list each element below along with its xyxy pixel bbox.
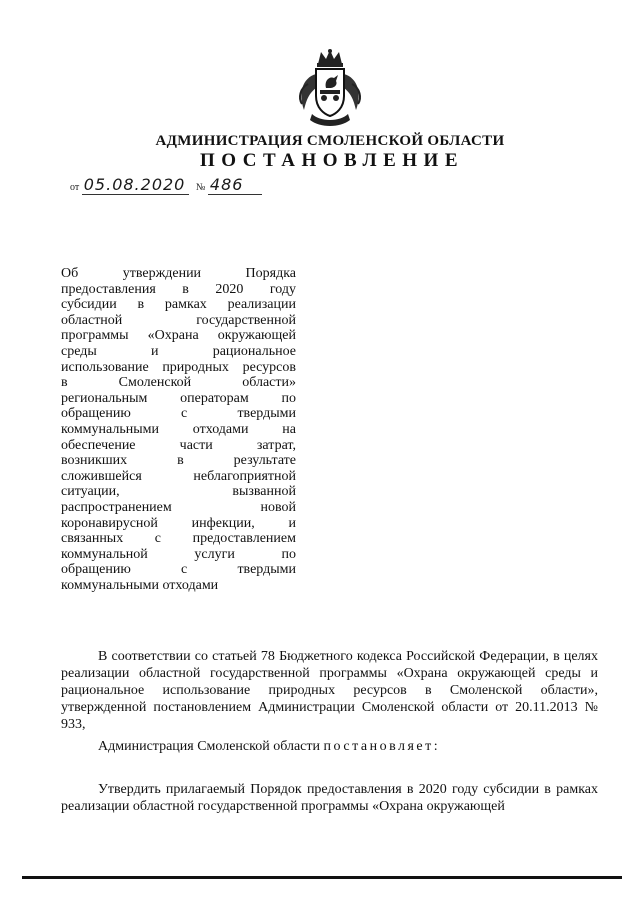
title-line: в Смоленской области» — [61, 375, 296, 391]
document-date: 05.08.2020 — [82, 176, 190, 195]
title-line: обращению с твердыми — [61, 406, 296, 422]
title-line: Об утверждении Порядка — [61, 266, 296, 281]
approve-paragraph: Утвердить прилагаемый Порядок предоставления в 2020 году субсидии в рамках реализации областной государственной программы «Охрана окружающей — [61, 782, 598, 814]
title-line: субсидии в рамках реализации — [61, 297, 296, 313]
document-number: 486 — [208, 176, 262, 195]
title-line: коммунальными отходами — [61, 577, 219, 593]
title-line: областной государственной — [61, 312, 296, 328]
title-line: программы «Охрана окружающей — [61, 328, 296, 344]
smolensk-coat-of-arms-icon — [294, 48, 366, 130]
title-line: распространением новой — [61, 499, 296, 515]
date-from-label: от — [70, 182, 80, 193]
title-line: коммунальными отходами на — [61, 421, 296, 437]
title-line: возникших в результате — [61, 453, 296, 469]
title-line: предоставления в 2020 году — [61, 281, 296, 297]
title-line: обеспечение части затрат, — [61, 437, 296, 453]
title-line: среды и рациональное — [61, 343, 296, 359]
date-number-line — [70, 176, 262, 195]
title-line: использование природных ресурсов — [61, 359, 296, 375]
document-title-block — [61, 266, 296, 593]
title-line: обращению с твердыми — [61, 562, 296, 578]
title-line: коммунальной услуги по — [61, 546, 296, 562]
title-line: региональным операторам по — [61, 390, 296, 406]
page-bottom-rule — [22, 876, 622, 879]
title-line: коронавирусной инфекции, и — [61, 515, 296, 531]
basis-paragraph: В соответствии со статьей 78 Бюджетного кодекса Российской Федерации, в целях реализации областной государственной программы «Охрана окружающей среды и рациональное использование природных ресурсов в Смоленской области», утвержденной постановлением Администрации Смоленской области от 20.11.2013 № 933, — [61, 649, 598, 732]
resolves-paragraph — [61, 738, 598, 755]
organization-name: АДМИНИСТРАЦИЯ СМОЛЕНСКОЙ ОБЛАСТИ — [155, 133, 505, 149]
title-line: связанных с предоставлением — [61, 531, 296, 547]
resolves-keyword: постановляет: — [323, 739, 441, 754]
number-label: № — [195, 182, 206, 193]
resolves-prefix: Администрация Смоленской области — [98, 739, 321, 754]
title-line: ситуации, вызванной — [61, 484, 296, 500]
document-type-title: ПОСТАНОВЛЕНИЕ — [199, 150, 465, 171]
title-line: сложившейся неблагоприятной — [61, 468, 296, 484]
